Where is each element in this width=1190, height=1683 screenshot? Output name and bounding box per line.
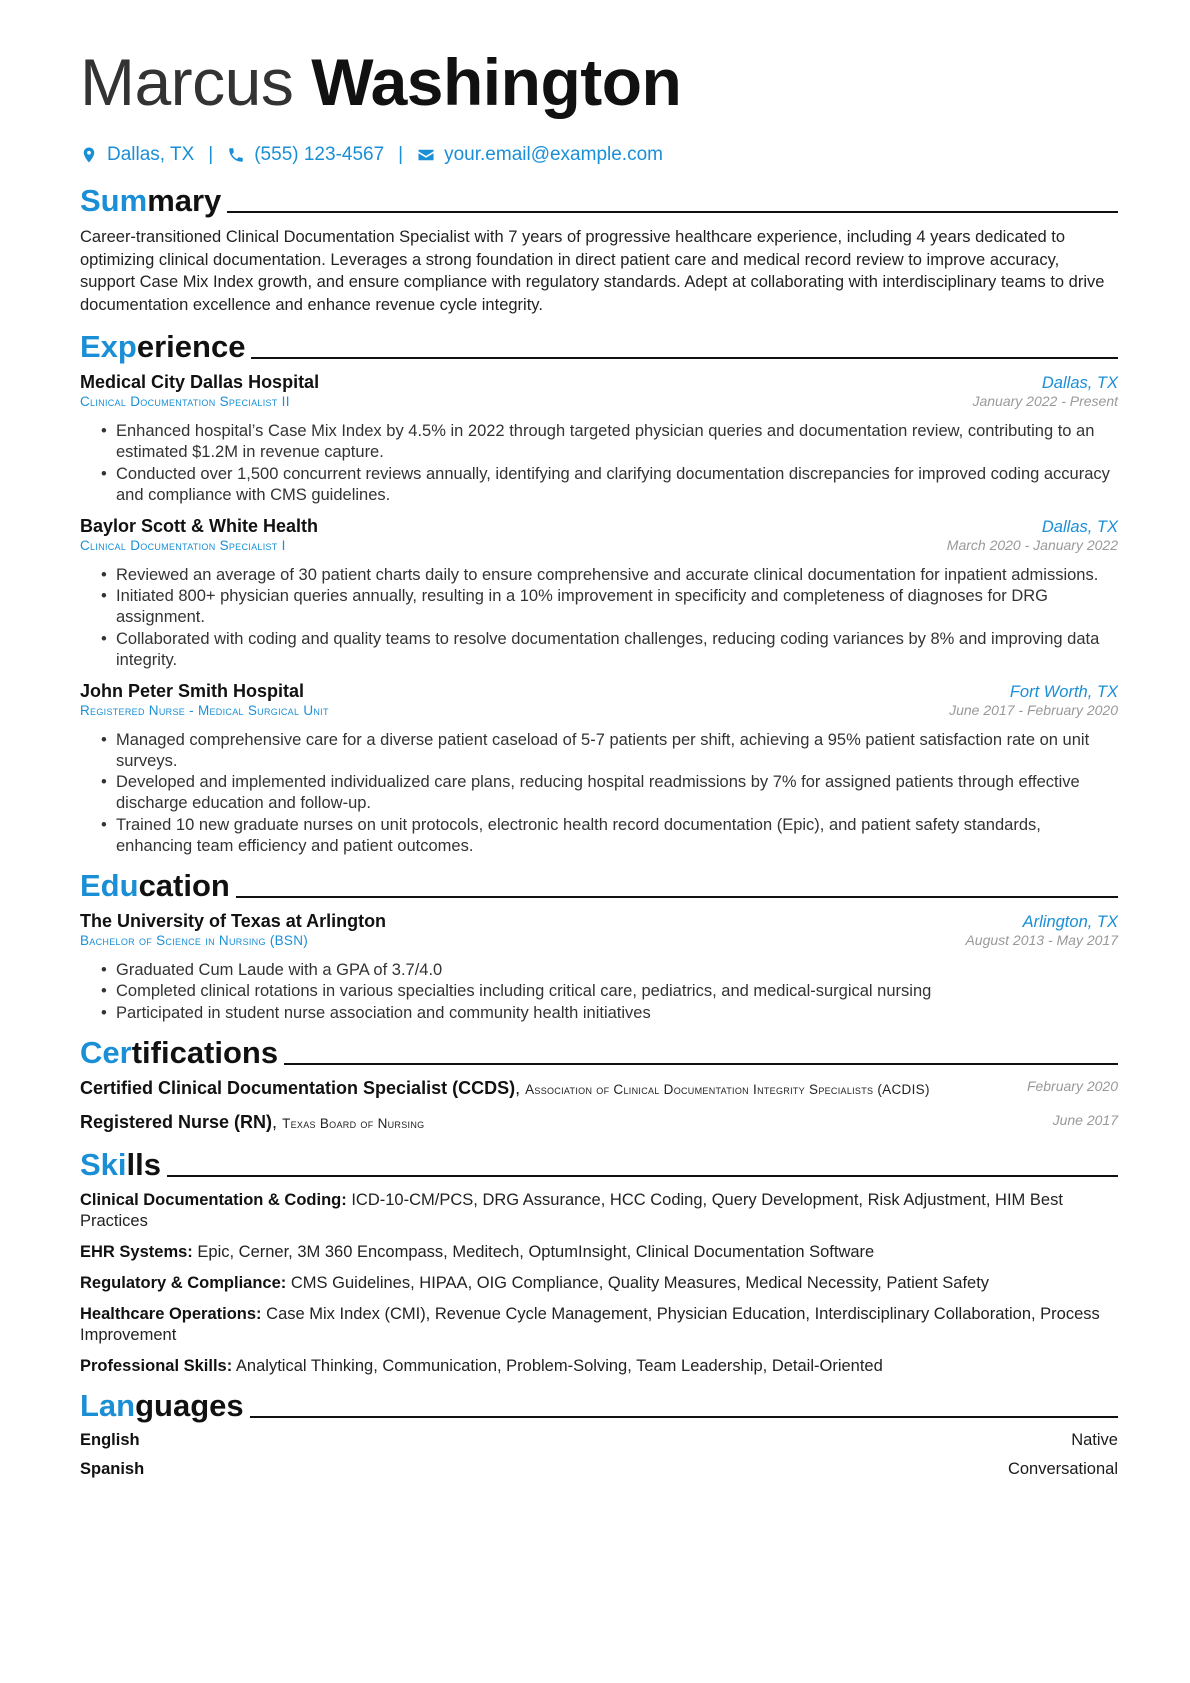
degree: Bachelor of Science in Nursing (BSN) [80, 932, 309, 948]
job-dates: June 2017 - February 2020 [949, 701, 1118, 718]
certification-item: Registered Nurse (RN), Texas Board of Nursing June 2017 [80, 1111, 1118, 1132]
section-rule [250, 1416, 1118, 1418]
contact-email[interactable] [417, 144, 663, 166]
candidate-name [80, 44, 1118, 120]
phone-icon [227, 146, 245, 164]
section-header-skills [80, 1146, 1118, 1182]
job-dates: March 2020 - January 2022 [946, 536, 1118, 553]
section-rule [167, 1175, 1118, 1177]
skill-label: Healthcare Operations: [80, 1304, 262, 1323]
skill-row [80, 1190, 1118, 1232]
education-entry [80, 911, 1118, 1024]
bullet-item: • Conducted over 1,500 concurrent reviews annually, identifying and clarifying documentation discrepancies for improved coding accuracy and compliance with CMS guidelines. [116, 464, 1118, 506]
section-header-languages [80, 1387, 1118, 1423]
envelope-icon [417, 146, 435, 164]
skill-value: CMS Guidelines, HIPAA, OIG Compliance, Quality Measures, Medical Necessity, Patient Safety [290, 1273, 990, 1292]
bullet-item: • Initiated 800+ physician queries annually, resulting in a 10% improvement in specificity and completeness of diagnoses for DRG assignment. [116, 586, 1118, 628]
section-header-experience [80, 328, 1118, 364]
skill-label: Regulatory & Compliance: [80, 1273, 287, 1292]
job-bullets [80, 565, 1118, 671]
job-bullets [80, 421, 1118, 506]
contact-phone[interactable] [227, 144, 384, 166]
last-name: Washington [311, 45, 682, 119]
job-bullets [80, 730, 1118, 857]
section-title: Certifications [80, 1034, 279, 1070]
section-title: Experience [80, 329, 246, 364]
education-bullets [80, 960, 1118, 1024]
certification-name: Registered Nurse (RN) [80, 1111, 273, 1132]
summary-text: Career-transitioned Clinical Documentation Specialist with 7 years of progressive healthcare experience, including 4 years dedicated to optimizing clinical documentation. Leverages a strong foundation in direct patient care and medical record review to improve accuracy, support Case Mix Index growth, and ensure compliance with regulatory standards. Adept at collaborating with interdisciplinary teams to drive documentation excellence and enhance revenue cycle integrity. [80, 228, 1105, 314]
bullet-item: • Participated in student nurse association and community health initiatives [116, 1003, 1118, 1024]
section-rule [284, 1063, 1118, 1065]
language-row [80, 1460, 1118, 1479]
job-title: Registered Nurse - Medical Surgical Unit [80, 702, 329, 718]
certification-name: Certified Clinical Documentation Specialist (CCDS) [80, 1077, 516, 1098]
skill-row [80, 1304, 1118, 1346]
skill-row [80, 1242, 1118, 1263]
language-level: Conversational [1007, 1459, 1118, 1478]
bullet-item: • Developed and implemented individualized care plans, reducing hospital readmissions by 7% for assigned patients through effective discharge education and follow-up. [116, 772, 1118, 814]
section-header-education [80, 867, 1118, 903]
school-location: Arlington, TX [1022, 912, 1118, 931]
experience-entry [80, 372, 1118, 506]
bullet-item: • Reviewed an average of 30 patient charts daily to ensure comprehensive and accurate clinical documentation for inpatient admissions. [116, 565, 1118, 586]
section-rule [236, 896, 1118, 898]
section-rule [251, 357, 1118, 359]
certification-item: Certified Clinical Documentation Specialist (CCDS), Association of Clinical Documentation Integrity Specialists (ACDIS) February 2020 [80, 1077, 1118, 1098]
contact-bar [80, 142, 1118, 168]
certification-issuer: Association of Clinical Documentation Integrity Specialists (ACDIS) [525, 1081, 930, 1097]
section-header-certifications [80, 1034, 1118, 1070]
section-rule [227, 211, 1118, 213]
contact-location [80, 144, 194, 166]
certification-issuer: Texas Board of Nursing [282, 1115, 425, 1131]
school-name: The University of Texas at Arlington [80, 910, 387, 931]
bullet-item: • Collaborated with coding and quality teams to resolve documentation challenges, reducing coding variances by 8% and improving data integrity. [116, 629, 1118, 671]
location-text: Dallas, TX [107, 144, 195, 165]
section-header-summary [80, 182, 1118, 218]
skill-label: EHR Systems: [80, 1242, 193, 1261]
skill-label: Clinical Documentation & Coding: [80, 1190, 347, 1209]
employer-name: Medical City Dallas Hospital [80, 372, 320, 392]
job-title: Clinical Documentation Specialist II [80, 394, 290, 409]
skill-value: Epic, Cerner, 3M 360 Encompass, Meditech, OptumInsight, Clinical Documentation Software [197, 1242, 875, 1261]
language-name: English [80, 1430, 140, 1449]
job-title: Clinical Documentation Specialist I [80, 537, 286, 553]
experience-entry [80, 681, 1118, 857]
section-title: Skills [80, 1146, 161, 1182]
email-link: your.email@example.com [444, 144, 663, 165]
section-title: Languages [80, 1387, 244, 1423]
skill-value: Analytical Thinking, Communication, Problem-Solving, Team Leadership, Detail-Oriented [235, 1356, 883, 1375]
phone-text: (555) 123-4567 [254, 144, 385, 165]
bullet-item: • Trained 10 new graduate nurses on unit protocols, electronic health record documentation (Epic), and patient safety standards, enhancing team efficiency and patient outcomes. [116, 815, 1118, 857]
contact-separator: | [398, 144, 404, 165]
first-name: Marcus [80, 45, 294, 119]
skill-row [80, 1356, 1118, 1377]
certification-date: June 2017 [1052, 1111, 1118, 1128]
certification-date: February 2020 [1026, 1077, 1118, 1094]
language-level: Native [1071, 1430, 1118, 1449]
skill-row [80, 1273, 1118, 1294]
job-location: Dallas, TX [1041, 374, 1118, 392]
job-dates: January 2022 - Present [972, 393, 1118, 409]
bullet-item: • Completed clinical rotations in various specialties including critical care, pediatrics, and medical-surgical nursing [116, 981, 1118, 1002]
employer-name: Baylor Scott & White Health [80, 515, 319, 536]
section-title: Summary [80, 183, 222, 218]
contact-separator: | [208, 144, 214, 165]
employer-name: John Peter Smith Hospital [80, 680, 305, 701]
resume-content [80, 44, 1118, 1489]
bullet-item: • Enhanced hospital’s Case Mix Index by 4.5% in 2022 through targeted physician queries and documentation review, contributing to an estimated $1.2M in revenue capture. [116, 421, 1118, 463]
bullet-item: • Graduated Cum Laude with a GPA of 3.7/4.0 [116, 960, 1118, 981]
education-dates: August 2013 - May 2017 [965, 931, 1118, 948]
language-name: Spanish [80, 1459, 145, 1478]
location-pin-icon [80, 146, 98, 164]
job-location: Dallas, TX [1041, 517, 1118, 536]
section-title: Education [80, 867, 230, 903]
skill-value: ICD-10-CM/PCS, DRG Assurance, HCC Coding, Query Development, Risk Adjustment, HIM Best Practices [80, 1190, 1063, 1230]
skill-label: Professional Skills: [80, 1356, 233, 1375]
skill-value: Case Mix Index (CMI), Revenue Cycle Management, Physician Education, Interdisciplinary Collaboration, Process Improvement [80, 1304, 1100, 1344]
bullet-item: • Managed comprehensive care for a diverse patient caseload of 5-7 patients per shift, achieving a 95% patient satisfaction rate on unit surveys. [116, 730, 1118, 772]
job-location: Fort Worth, TX [1009, 682, 1118, 701]
language-row [80, 1431, 1118, 1450]
experience-entry [80, 516, 1118, 671]
